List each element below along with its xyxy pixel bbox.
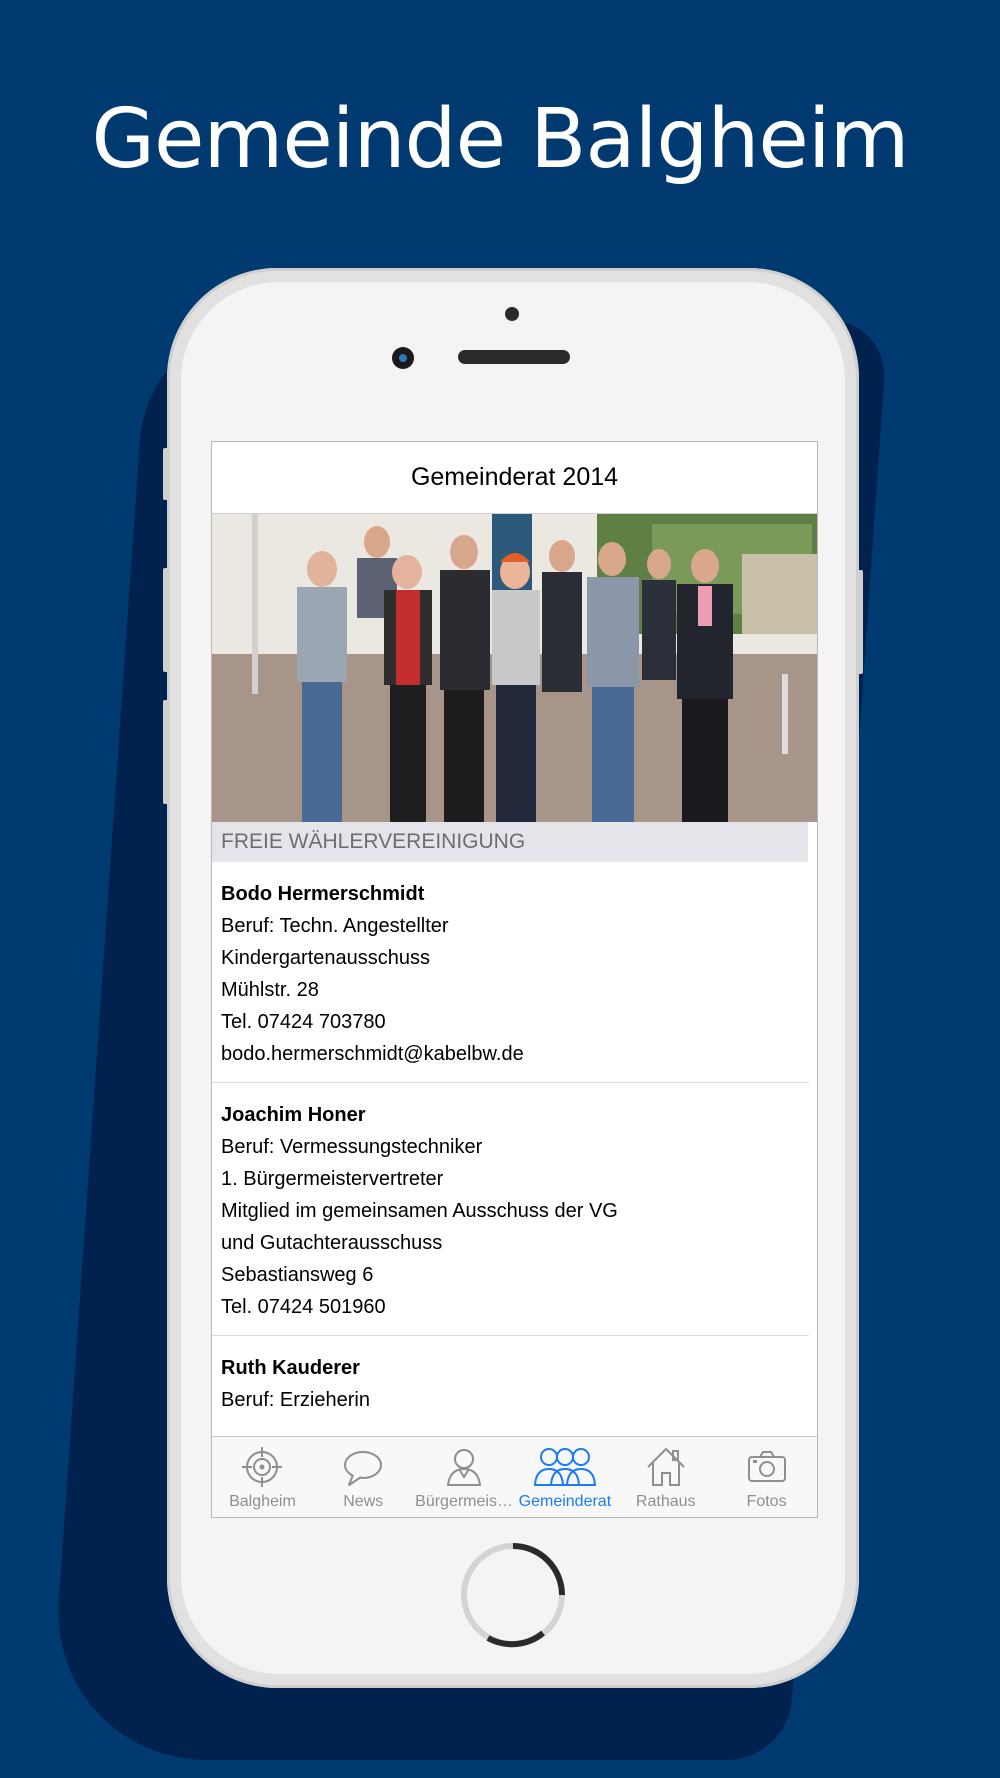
member-name: Joachim Honer [221, 1104, 366, 1126]
volume-down-button [163, 700, 169, 804]
member-entry[interactable] [212, 1083, 809, 1336]
headline: Gemeinde Balgheim [91, 92, 909, 187]
front-camera [392, 347, 414, 369]
person-icon [442, 1445, 486, 1489]
member-detail: Beruf: Techn. Angestellter [221, 915, 449, 937]
member-detail: Mühlstr. 28 [221, 979, 319, 1001]
tab-label: News [343, 1493, 384, 1510]
member-detail: Tel. 07424 703780 [221, 1011, 386, 1033]
member-detail: Kindergartenausschuss [221, 947, 431, 969]
earpiece-speaker [458, 350, 570, 364]
tab-label: Bürgermeis… [415, 1493, 513, 1510]
tab-fotos[interactable] [716, 1437, 817, 1518]
tab-balgheim[interactable] [212, 1437, 313, 1518]
member-entry[interactable] [212, 1336, 809, 1428]
group-icon [533, 1445, 597, 1489]
member-name: Ruth Kauderer [221, 1357, 360, 1379]
camera-icon [745, 1445, 789, 1489]
member-list [212, 862, 817, 1428]
tab-label: Balgheim [229, 1493, 296, 1510]
member-detail: Sebastiansweg 6 [221, 1264, 374, 1286]
member-entry[interactable] [212, 862, 809, 1083]
nav-bar [212, 442, 817, 514]
tab-rathaus[interactable] [615, 1437, 716, 1518]
group-photo-image [212, 514, 817, 822]
volume-up-button [163, 568, 169, 672]
member-detail: Beruf: Vermessungstechniker [221, 1136, 483, 1158]
tab-news[interactable] [313, 1437, 414, 1518]
house-icon [644, 1445, 688, 1489]
tab-label: Gemeinderat [518, 1493, 612, 1510]
tab-label: Rathaus [635, 1493, 696, 1510]
silent-switch [163, 448, 169, 500]
section-header: FREIE WÄHLERVEREINIGUNG [212, 822, 808, 862]
tab-buergermeister[interactable] [414, 1437, 515, 1518]
tab-label: Fotos [746, 1493, 787, 1510]
speech-bubble-icon [341, 1445, 385, 1489]
council-group-photo [212, 514, 817, 822]
tab-bar [212, 1436, 817, 1518]
home-button[interactable] [458, 1540, 568, 1650]
page-title: Gemeinderat 2014 [410, 463, 619, 491]
power-button [857, 570, 863, 674]
member-detail: Tel. 07424 501960 [221, 1296, 386, 1318]
proximity-sensor [505, 307, 519, 321]
member-detail: 1. Bürgermeistervertreter [221, 1168, 444, 1190]
member-name: Bodo Hermerschmidt [221, 883, 425, 905]
tab-gemeinderat[interactable] [514, 1437, 615, 1518]
member-detail: Mitglied im gemeinsamen Ausschuss der VG [221, 1200, 618, 1222]
target-icon [240, 1445, 284, 1489]
app-screen [211, 441, 818, 1518]
member-email: bodo.hermerschmidt@kabelbw.de [221, 1043, 524, 1065]
member-detail: Beruf: Erzieherin [221, 1389, 370, 1411]
member-detail: und Gutachterausschuss [221, 1232, 443, 1254]
